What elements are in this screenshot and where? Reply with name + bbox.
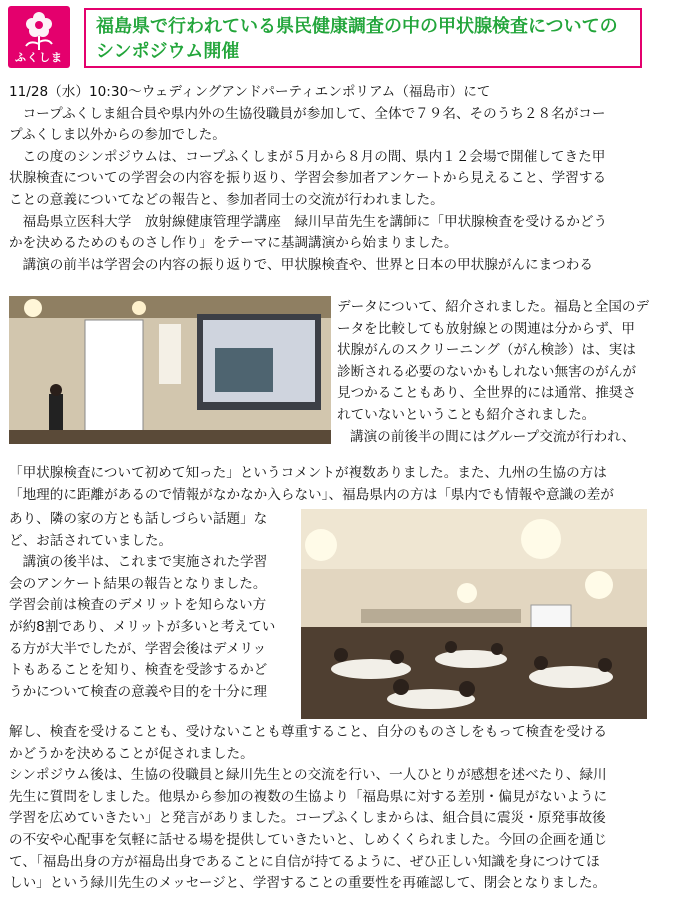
closing-paragraph: 解し、検査を受けることも、受けないことも尊重すること、自分のものさしをもって検査を受ける かどうかを決めることが促されました。 シンポジウム後は、生協の役職員と緑川先生との交流を行い、一人ひとりが感想を述べたり、緑川 先生に質問をしました。他県から参加の複数の生協より「福島県に対する差別・偏見がないように 学習を広めていきたい」と発言がありました。コープふくしまからは、組合員に震災・原発事故後 の不安や心配事を気軽に話せる場を提供していきたいと、しめくくられました。今回の企画を通じ て、「福島出身の方が福島出身であることに自信が持てるように、ぜひ正しい知識を身につけてほ しい」という緑川先生のメッセージと、学習することの重要性を再確認して、閉会となりました。 bbox=[9, 724, 608, 892]
venue-photo bbox=[301, 509, 647, 719]
flower-icon bbox=[8, 6, 70, 52]
logo-text: ふくしま bbox=[15, 51, 63, 64]
title-line-2: シンポジウム開催 bbox=[96, 41, 240, 62]
intro-paragraph: 11/28（水）10:30～ウェディングアンドパーティエンポリアム（福島市）にて コープふくしま組合員や県内外の生協役職員が参加して、全体で７９名、そのうち２８名がコー プふくしま以外からの参加でした。 この度のシンポジウムは、コープふくしまが５月から８月の間、県内１２会場で開催してきた甲 状腺検査についての学習会の内容を振り返り、学習会参加者アンケートから見えること、学習する ことの意義についてなどの報告と、参加者同士の交流が行われました。 福島県立医科大学 放射線健康管理学講座 緑川早苗先生を講師に「甲状腺検査を受けるかどう かを決めるためのものさし作り」をテーマに基調講演から始まりました。 講演の前半は学習会の内容の振り返りで、甲状腺検査や、世界と日本の甲状腺がんにまつわる bbox=[9, 84, 608, 273]
coop-fukushima-logo bbox=[8, 6, 70, 68]
title-line-1: 福島県で行われている県民健康調査の中の甲状腺検査についての bbox=[96, 16, 618, 37]
lecture-paragraph: データについて、紹介されました。福島と全国のデ ータを比較しても放射線との関連は分からず、甲 状腺がんのスクリーニング（がん検診）は、実は 診断される必要のないかもしれない無害のがんが 見つかることもあり、全世界的には通常、推奨さ れていないということも紹介されました。 bbox=[337, 299, 650, 423]
page-title bbox=[84, 8, 642, 68]
survey-paragraph: あり、隣の家の方とも話しづらい話題」な ど、お話されていました。 講演の後半は、これまで実施された学習 会のアンケート結果の報告となりました。 学習会前は検査のデメリットを知らない方 が約8割であり、メリットが多いと考えてい る方が大半でしたが、学習会後はデメリッ トもあることを知り、検査を受診するかど うかについて検査の意義や目的を十分に理 bbox=[9, 511, 276, 700]
comments-paragraph: 「甲状腺検査について初めて知った」というコメントが複数ありました。また、九州の生協の方は 「地理的に距離があるので情報がなかなか入らない」、福島県内の方は「県内でも情報や意識の差が bbox=[9, 465, 614, 503]
group-exchange-paragraph: 講演の前後半の間にはグループ交流が行われ、 bbox=[350, 429, 636, 445]
lecture-photo bbox=[9, 296, 331, 444]
